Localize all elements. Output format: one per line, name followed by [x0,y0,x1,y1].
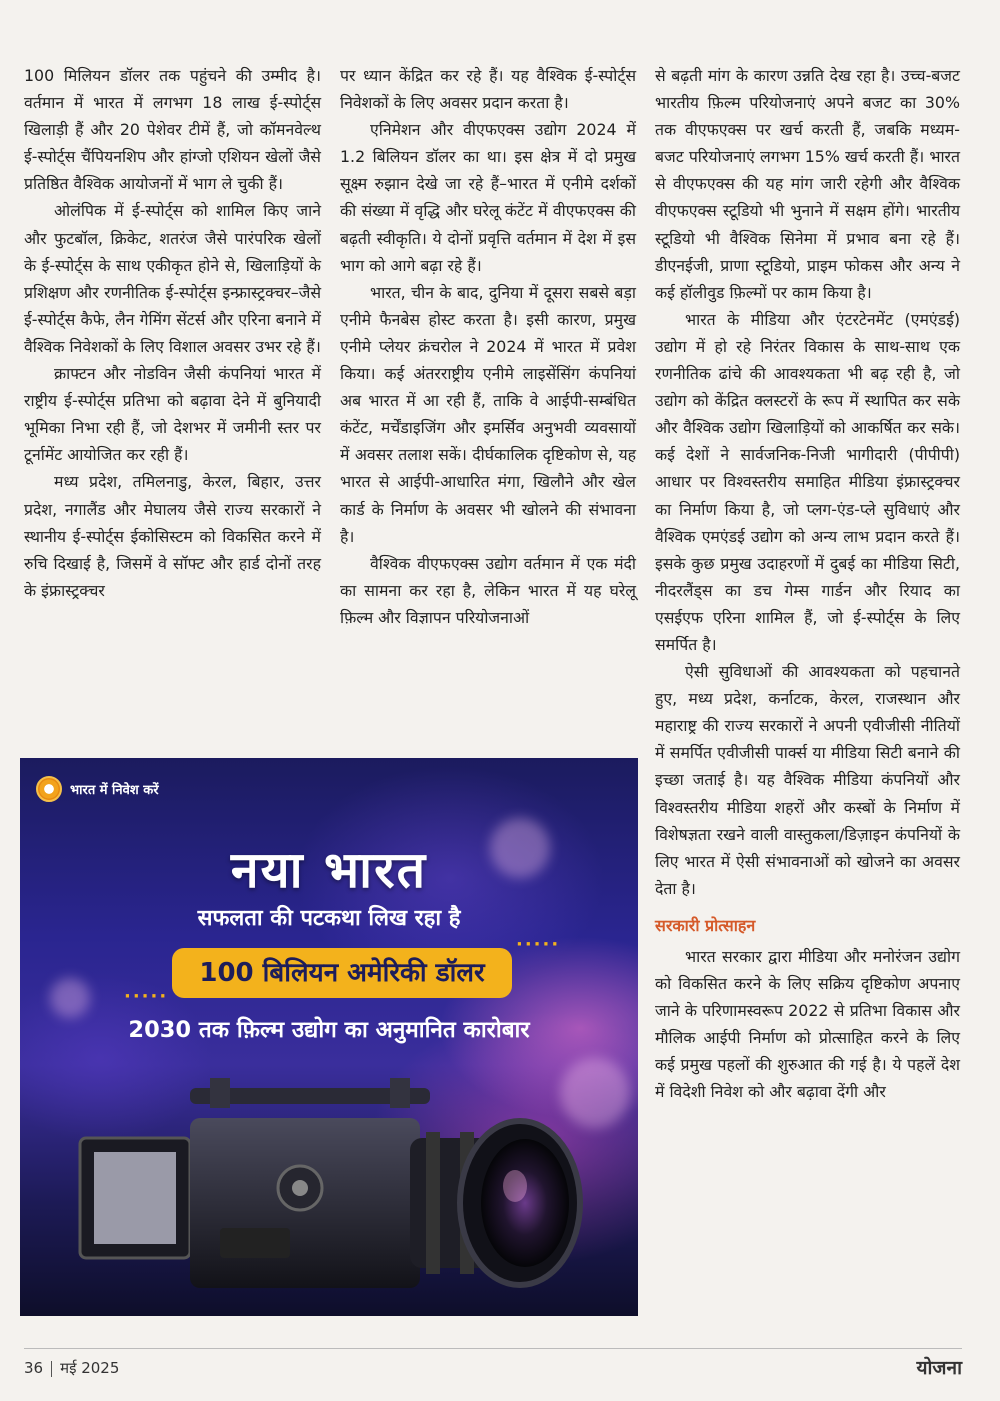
paragraph: भारत, चीन के बाद, दुनिया में दूसरा सबसे बड़ा एनीमे फैनबेस होस्ट करता है। इसी कारण, प्रमुख एनीमे प्लेयर क्रंचरोल ने 2024 में भारत में प्रवेश किया। कई अंतरराष्ट्रीय एनीमे लाइसेंसिंग कंपनियां अब भारत में आ रही हैं, ताकि वे आईपी-सम्बंधित कंटेंट, मर्चेंडाइजिंग और इमर्सिव अनुभवी व्यवसायों में अवसर तलाश सकें। दीर्घकालिक दृष्टिकोण से, यह भारत से आईपी-आधारित मंगा, खिलौने और खेल कार्ड के निर्माण के अवसर भी खोलने की संभावना है। [340,282,636,546]
paragraph: क्राफ्टन और नोडविन जैसी कंपनियां भारत में राष्ट्रीय ई-स्पोर्ट्स प्रतिभा को बढ़ावा देने में बुनियादी भूमिका निभा रही हैं, जो देशभर में जमीनी स्तर पर टूर्नामेंट आयोजित कर रही हैं। [24,364,321,465]
magazine-name: योजना [916,1357,962,1379]
article-column-1 [24,62,321,604]
invest-india-logo [36,776,159,802]
dotted-accent: ····· [124,986,169,1007]
ad-tagline: 2030 तक फ़िल्म उद्योग का अनुमानित कारोबार [128,1017,530,1043]
cinema-camera-icon [70,1068,590,1316]
footer-separator [51,1361,52,1377]
paragraph: वैश्विक वीएफएक्स उद्योग वर्तमान में एक मंदी का सामना कर रहा है, लेकिन भारत में यह घरेलू फ़िल्म और विज्ञापन परियोजनाओं [340,553,636,627]
footer-rule [24,1348,962,1349]
paragraph: 100 मिलियन डॉलर तक पहुंचने की उम्मीद है। वर्तमान में भारत में लगभग 18 लाख ई-स्पोर्ट्स खिलाड़ी हैं और 20 पेशेवर टीमें हैं, जो कॉमनवेल्थ ई-स्पोर्ट्स चैंपियनशिप और हांग्जो एशियन खेलों जैसे प्रतिष्ठित वैश्विक आयोजनों में भाग ले चुकी हैं। [24,66,321,194]
paragraph: ऐसी सुविधाओं की आवश्यकता को पहचानते हुए, मध्य प्रदेश, कर्नाटक, केरल, राजस्थान और महाराष्ट्र की राज्य सरकारों ने अपनी एवीजीसी नीतियों में समर्पित एवीजीसी पार्क्स या मीडिया सिटी बनाने की इच्छा जताई है। यह वैश्विक मीडिया कंपनियों और विश्वस्तरीय मीडिया शहरों और कस्बों के निर्माण में विशेषज्ञता रखने वाली वास्तुकला/डिज़ाइन कंपनियों के लिए भारत में ऐसी संभावनाओं को खोजने का अवसर देता है। [655,662,960,898]
ad-highlight-banner: 100 बिलियन अमेरिकी डॉलर [172,948,512,998]
stage-light [50,978,90,1018]
ad-title: नया भारत [230,841,428,899]
paragraph: मध्य प्रदेश, तमिलनाडु, केरल, बिहार, उत्तर प्रदेश, नगालैंड और मेघालय जैसे राज्य सरकारों ने स्थानीय ई-स्पोर्ट्स ईकोसिस्टम को विकसित करने में रुचि दिखाई है, जिसमें वे सॉफ्ट और हार्ड दोनों तरह के इंफ्रास्ट्रक्चर [24,472,321,600]
paragraph: भारत के मीडिया और एंटरटेनमेंट (एमएंडई) उद्योग में हो रहे निरंतर विकास के साथ-साथ एक रणनीतिक ढांचे की आवश्यकता भी बढ़ रही है, जो उद्योग को केंद्रित क्लस्टरों के रूप में स्थापित कर सके और वैश्विक उद्योग खिलाड़ियों को आकर्षित कर सके। कई देशों ने सार्वजनिक-निजी भागीदारी (पीपीपी) आधार पर विश्वस्तरीय समाहित मीडिया इंफ्रास्ट्रक्चर का निर्माण किया है, जो प्लग-एंड-प्ले सुविधाएं और वैश्विक एमएंडई उद्योग को अन्य लाभ प्रदान करते हैं। इसके कुछ प्रमुख उदाहरणों में दुबई का मीडिया सिटी, नीदरलैंड्स का डच गेम्स गार्डन और रियाद का एसईएफ एरिना शामिल हैं, जो ई-स्पोर्ट्स के लिए समर्पित है। [655,309,960,654]
article-column-2 [340,62,636,631]
logo-text: भारत में निवेश करें [70,783,159,798]
footer-left [24,1353,119,1383]
paragraph: से बढ़ती मांग के कारण उन्नति देख रहा है। उच्च-बजट भारतीय फ़िल्म परियोजनाएं अपने बजट का 30% तक वीएफएक्स पर खर्च करती हैं, जबकि मध्यम-बजट परियोजनाएं लगभग 15% खर्च करती हैं। भारत से वीएफएक्स की यह मांग जारी रहेगी और वैश्विक वीएफएक्स स्टूडियो भी भुनाने में सक्षम होंगे। भारतीय स्टूडियो भी वैश्विक सिनेमा में प्रभाव बना रहे हैं। डीएनईजी, प्राणा स्टूडियो, प्राइम फोकस और अन्य ने कई हॉलीवुड फ़िल्मों पर काम किया है। [655,66,960,302]
invest-india-advertisement [20,758,638,1316]
issue-date: मई 2025 [60,1359,120,1377]
paragraph: भारत सरकार द्वारा मीडिया और मनोरंजन उद्योग को विकसित करने के लिए सक्रिय दृष्टिकोण अपनाए जाने के परिणामस्वरूप 2022 से प्रतिभा विकास और मौलिक आईपी निर्माण को प्रोत्साहित करने के लिए कई प्रमुख पहलों की शुरुआत की गई है। ये पहलें देश में विदेशी निवेश को और बढ़ावा देंगी और [655,946,960,1102]
article-column-3 [655,62,960,1105]
paragraph: ओलंपिक में ई-स्पोर्ट्स को शामिल किए जाने और फुटबॉल, क्रिकेट, शतरंज जैसे पारंपरिक खेलों के ई-स्पोर्ट्स के साथ एकीकृत होने से, खिलाड़ियों के प्रशिक्षण और रणनीतिक ई-स्पोर्ट्स इन्फ्रास्ट्रक्चर–जैसे ई-स्पोर्ट्स कैफे, लैन गेमिंग सेंटर्स और एरिना बनाने में वैश्विक निवेशकों के लिए विशाल अवसर उभर रहे हैं। [24,201,321,356]
section-subheading: सरकारी प्रोत्साहन [655,915,756,935]
sun-logo-icon [36,776,62,802]
page-number: 36 [24,1359,44,1377]
ad-subtitle: सफलता की पटकथा लिख रहा है [197,906,461,931]
dotted-accent: ····· [516,934,561,955]
paragraph: एनिमेशन और वीएफएक्स उद्योग 2024 में 1.2 बिलियन डॉलर का था। इस क्षेत्र में दो प्रमुख सूक्ष्म रुझान देखे जा रहे हैं–भारत में एनीमे दर्शकों की संख्या में वृद्धि और घरेलू कंटेंट में वीएफएक्स की बढ़ती स्वीकृति। ये दोनों प्रवृत्ति वर्तमान में देश में इस भाग को आगे बढ़ा रहे हैं। [340,120,636,275]
paragraph: पर ध्यान केंद्रित कर रहे हैं। यह वैश्विक ई-स्पोर्ट्स निवेशकों के लिए अवसर प्रदान करता है। [340,66,636,113]
